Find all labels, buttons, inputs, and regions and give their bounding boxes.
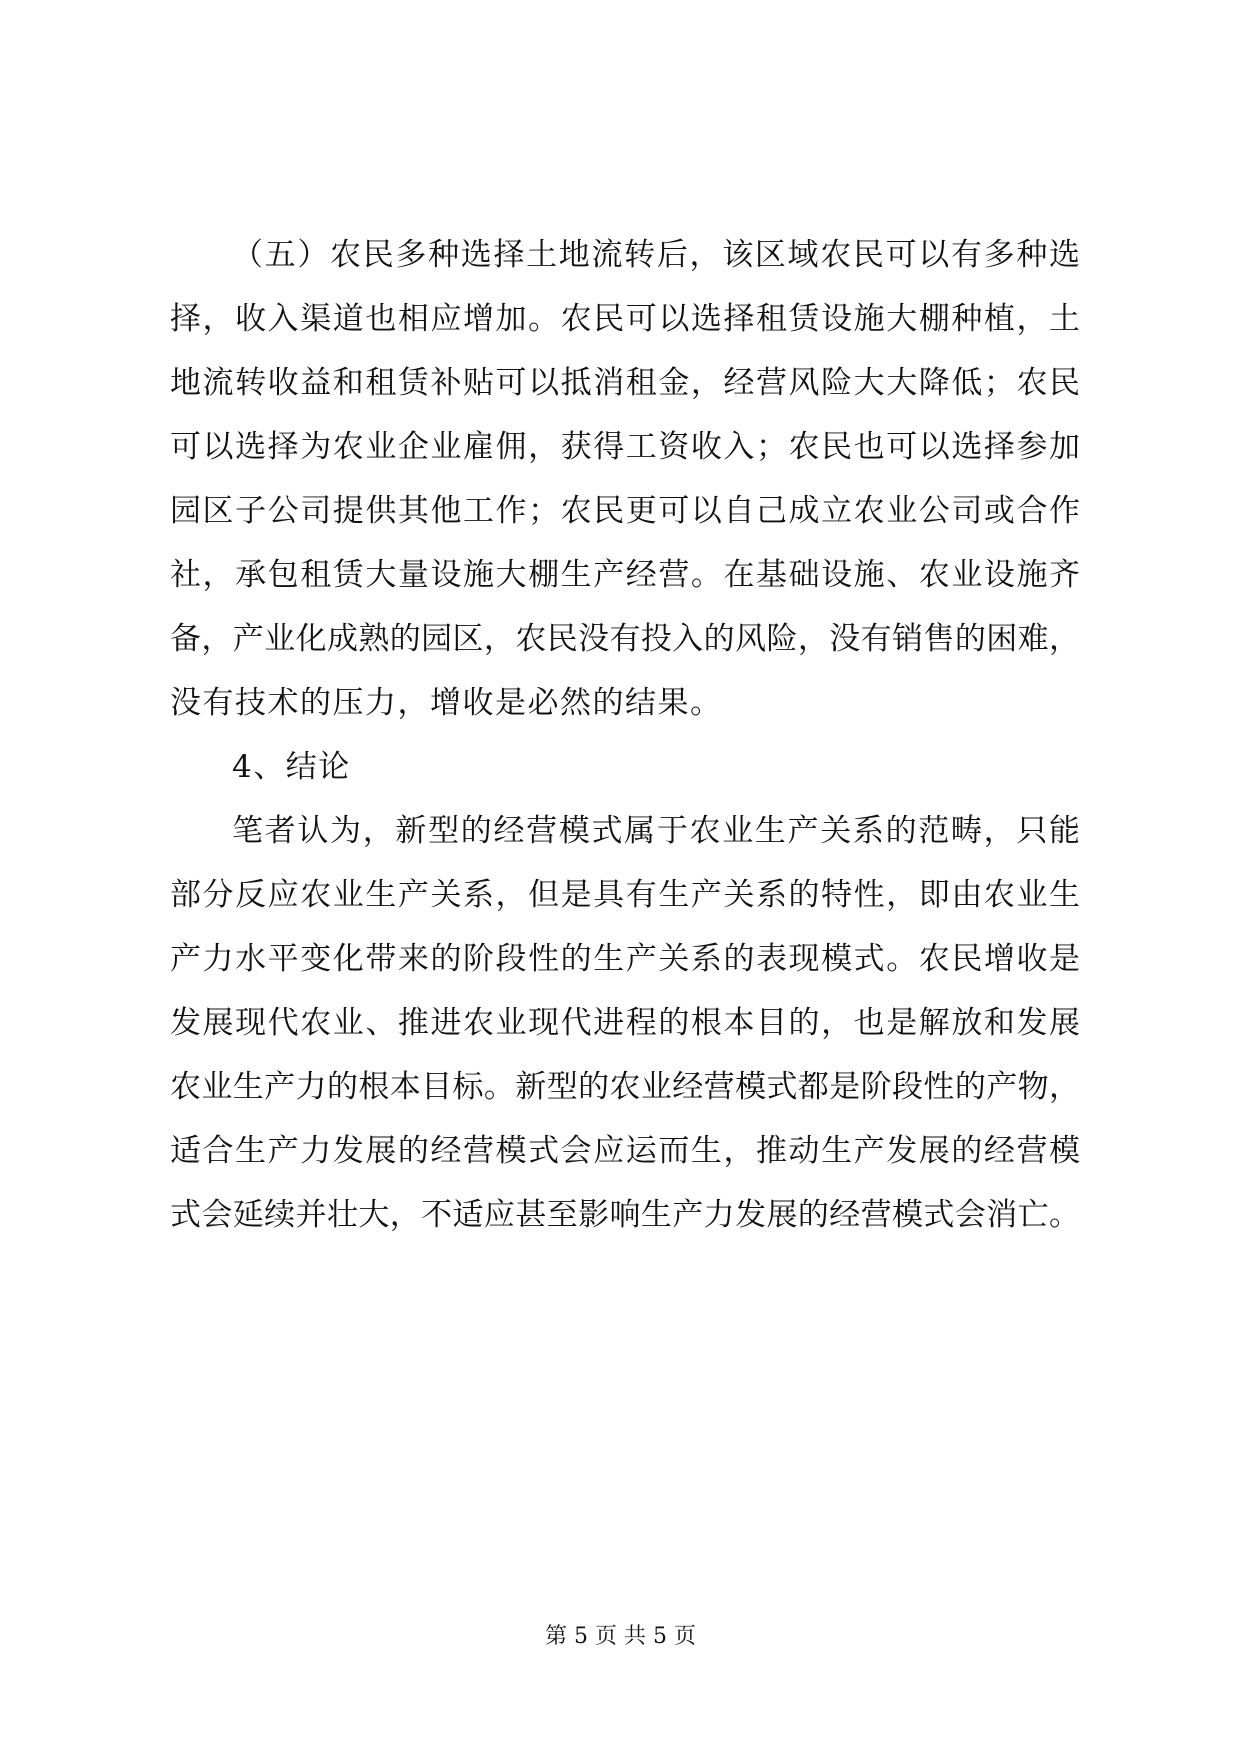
text-line: 笔者认为，新型的经营模式属于农业生产关系的范畴，只能: [232, 813, 1080, 849]
document-body: [170, 223, 1080, 1247]
text-line: 式会延续并壮大，不适应甚至影响生产力发展的经营模式会消亡。: [170, 1197, 1080, 1233]
text-line: 产力水平变化带来的阶段性的生产关系的表现模式。农民增收是: [170, 941, 1080, 977]
text-line: 园区子公司提供其他工作；农民更可以自己成立农业公司或合作: [170, 493, 1080, 529]
text-line: 备，产业化成熟的园区，农民没有投入的风险，没有销售的困难，: [170, 621, 1080, 657]
section-heading-conclusion: 4、结论: [232, 749, 351, 785]
text-line: 发展现代农业、推进农业现代进程的根本目的，也是解放和发展: [170, 1005, 1080, 1041]
text-line: 社，承包租赁大量设施大棚生产经营。在基础设施、农业设施齐: [170, 557, 1080, 593]
page-footer-indicator: 第 5 页 共 5 页: [545, 1624, 696, 1649]
text-line: 地流转收益和租赁补贴可以抵消租金，经营风险大大降低；农民: [170, 365, 1080, 401]
paragraph-conclusion: [170, 799, 1080, 1247]
paragraph-farmer-choices: [170, 223, 1080, 735]
text-line: 部分反应农业生产关系，但是具有生产关系的特性，即由农业生: [170, 877, 1080, 913]
text-line: （五）农民多种选择土地流转后，该区域农民可以有多种选: [232, 237, 1080, 273]
text-line: 农业生产力的根本目标。新型的农业经营模式都是阶段性的产物，: [170, 1069, 1080, 1105]
text-line: 适合生产力发展的经营模式会应运而生，推动生产发展的经营模: [170, 1133, 1080, 1169]
text-line: 择，收入渠道也相应增加。农民可以选择租赁设施大棚种植，土: [170, 301, 1080, 337]
text-line: 没有技术的压力，增收是必然的结果。: [170, 685, 723, 721]
text-line: 可以选择为农业企业雇佣，获得工资收入；农民也可以选择参加: [170, 429, 1080, 465]
